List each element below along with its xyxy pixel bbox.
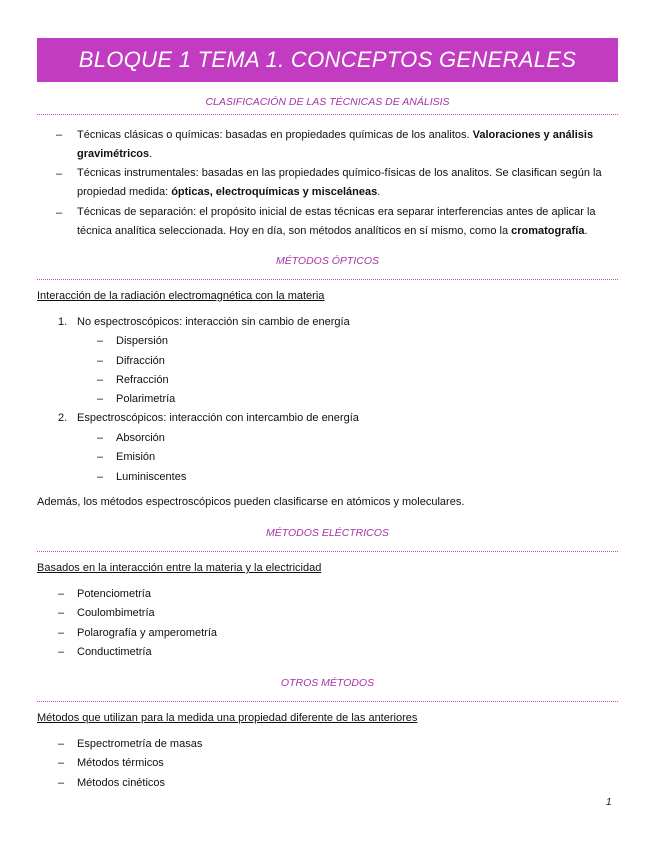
section-note: Además, los métodos espectroscópicos pueden clasificarse en atómicos y moleculares.	[37, 496, 465, 508]
section-heading-electricos: MÉTODOS ELÉCTRICOS	[266, 527, 389, 539]
list-item: Coulombimetría	[77, 607, 155, 619]
dash-bullet: –	[58, 607, 65, 619]
section-heading-clasificacion: CLASIFICACIÓN DE LAS TÉCNICAS DE ANÁLISIS	[205, 96, 450, 108]
list-item: Polarografía y amperometría	[77, 627, 218, 639]
list-item: Métodos térmicos	[77, 757, 164, 769]
dash-bullet: –	[97, 393, 104, 405]
section-subtitle: Basados en la interacción entre la materia y la electricidad	[37, 562, 322, 574]
dash-bullet: –	[56, 207, 63, 219]
list-item: Conductimetría	[77, 646, 152, 658]
group-label: No espectroscópicos: interacción sin cambio de energía	[77, 316, 350, 328]
item-text: .	[377, 186, 381, 198]
page-title: BLOQUE 1 TEMA 1. CONCEPTOS GENERALES	[37, 38, 618, 82]
list-item: Potenciometría	[77, 588, 151, 600]
dash-bullet: –	[58, 777, 65, 789]
section-subtitle: Métodos que utilizan para la medida una propiedad diferente de las anteriores	[37, 712, 418, 724]
dash-bullet: –	[97, 355, 104, 367]
list-item: Espectrometría de masas	[77, 738, 203, 750]
section-heading-otros: OTROS MÉTODOS	[280, 677, 375, 689]
list-item: Métodos cinéticos	[77, 777, 166, 789]
section-divider	[37, 551, 618, 552]
dash-bullet: –	[56, 129, 63, 141]
dash-bullet: –	[97, 451, 104, 463]
list-item: Emisión	[116, 451, 156, 463]
list-item: Polarimetría	[116, 393, 176, 405]
dash-bullet: –	[58, 738, 65, 750]
list-number: 1.	[58, 316, 68, 328]
section-divider	[37, 701, 618, 702]
dash-bullet: –	[58, 646, 65, 658]
list-item: Difracción	[116, 355, 165, 367]
dash-bullet: –	[97, 471, 104, 483]
dash-bullet: –	[58, 588, 65, 600]
item-text: Técnicas de separación: el propósito inicial de estas técnicas era separar interferencias antes de aplicar la técnica analítica seleccionada. Hoy en día, son métodos analíticos en sí mismo, como la	[77, 206, 596, 237]
item-text: .	[584, 225, 588, 237]
item-bold: ópticas, electroquímicas y misceláneas	[171, 186, 378, 198]
list-number: 2.	[58, 412, 68, 424]
page-number: 1	[606, 797, 612, 808]
dash-bullet: –	[58, 627, 65, 639]
dash-bullet: –	[97, 335, 104, 347]
item-text: Técnicas clásicas o químicas: basadas en propiedades químicas de los analitos.	[77, 129, 473, 141]
list-item: Refracción	[116, 374, 169, 386]
list-item: Dispersión	[116, 335, 168, 347]
dash-bullet: –	[58, 757, 65, 769]
section-subtitle: Interacción de la radiación electromagnética con la materia	[37, 290, 325, 302]
dash-bullet: –	[97, 374, 104, 386]
group-label: Espectroscópicos: interacción con intercambio de energía	[77, 412, 359, 424]
section-divider	[37, 279, 618, 280]
item-text: Técnicas instrumentales: basadas en las propiedades químico-físicas de los analitos. Se clasifican según la propiedad medida:	[77, 167, 602, 198]
item-bold: cromatografía	[511, 225, 585, 237]
section-heading-opticos: MÉTODOS ÓPTICOS	[275, 255, 380, 267]
dash-bullet: –	[97, 432, 104, 444]
item-text: .	[149, 148, 153, 160]
list-item: Luminiscentes	[116, 471, 187, 483]
item-bold: Valoraciones y análisis gravimétricos	[77, 129, 594, 160]
dash-bullet: –	[56, 168, 63, 180]
list-item: Absorción	[116, 432, 165, 444]
section-divider	[37, 114, 618, 115]
